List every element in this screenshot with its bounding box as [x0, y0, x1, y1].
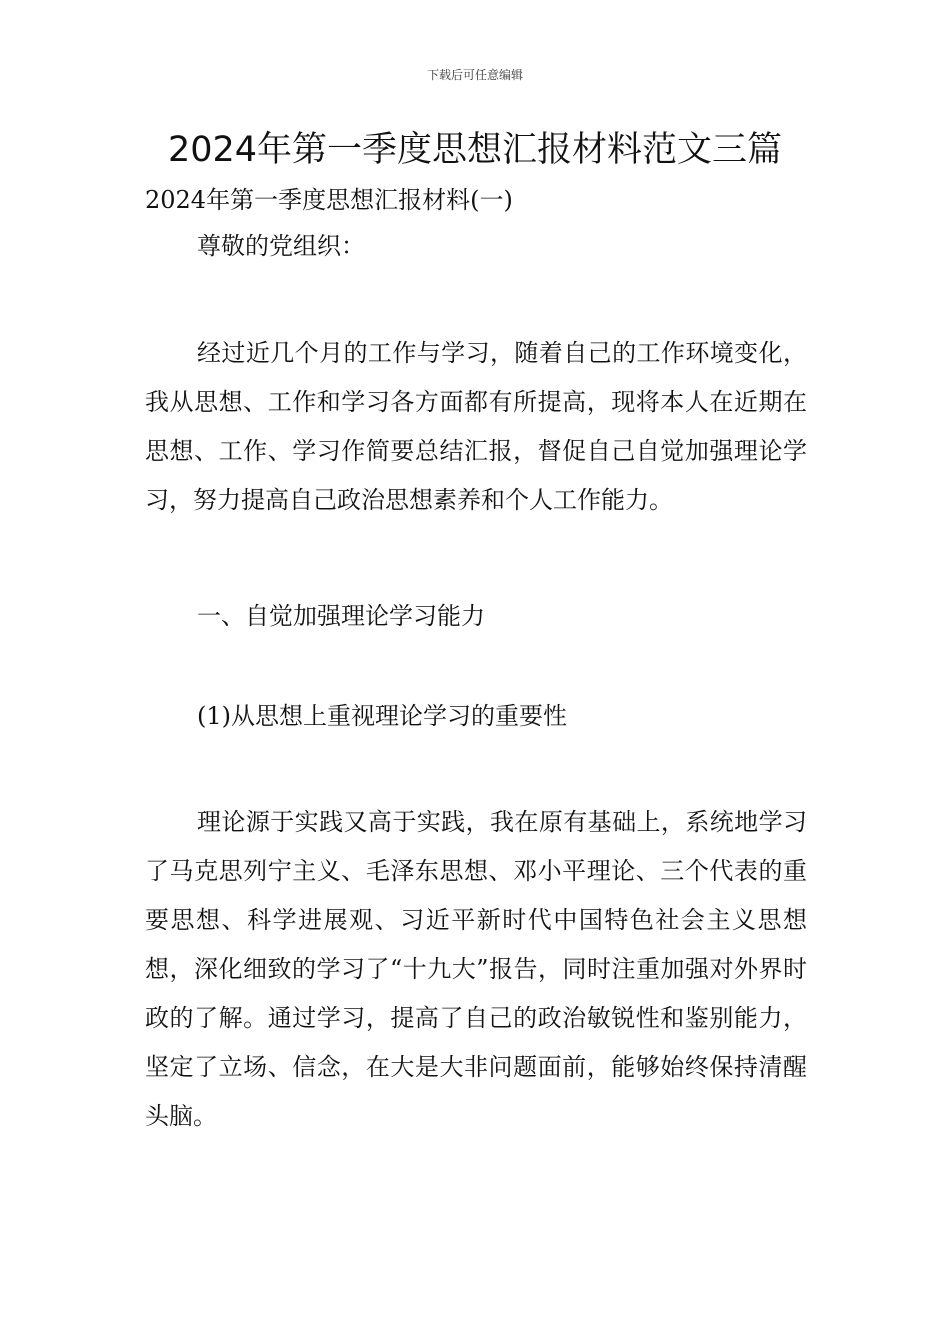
paragraph-intro: 经过近几个月的工作与学习，随着自己的工作环境变化，我从思想、工作和学习各方面都有所提高，现将本人在近期在思想、工作、学习作简要总结汇报，督促自己自觉加强理论学习，努力提高自己政治思想素养和个人工作能力。 [145, 339, 807, 514]
section-heading: 一、自觉加强理论学习能力 [197, 602, 485, 630]
header-note: 下载后可任意编辑 [426, 68, 523, 82]
document-title: 2024年第一季度思想汇报材料范文三篇 [167, 130, 783, 170]
salutation: 尊敬的党组织： [197, 232, 365, 260]
document-body [145, 182, 807, 1141]
paragraph-theory: 理论源于实践又高于实践，我在原有基础上，系统地学习了马克思列宁主义、毛泽东思想、邓小平理论、三个代表的重要思想、科学进展观、习近平新时代中国特色社会主义思想想，深化细致的学习了“十九大”报告，同时注重加强对外界时政的了解。通过学习，提高了自己的政治敏锐性和鉴别能力，坚定了立场、信念，在大是大非问题面前，能够始终保持清醒头脑。 [145, 808, 807, 1130]
document-subtitle: 2024年第一季度思想汇报材料(一) [145, 186, 513, 214]
sub-heading: (1)从思想上重视理论学习的重要性 [197, 702, 567, 730]
